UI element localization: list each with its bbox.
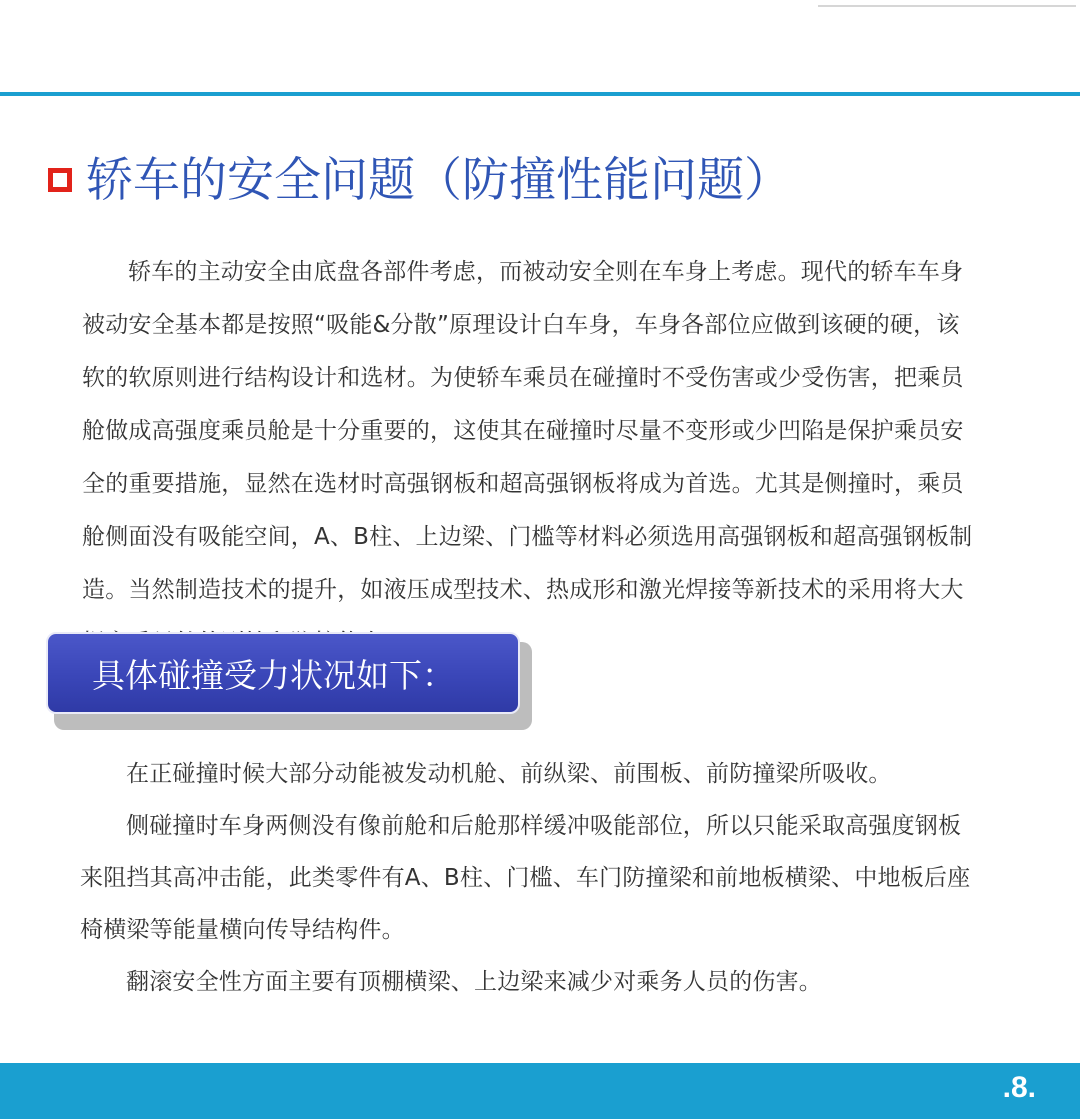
subheading-text: 具体碰撞受力状况如下： xyxy=(92,655,455,695)
detail-side: 侧碰撞时车身两侧没有像前舱和后舱那样缓冲吸能部位，所以只能采取高强度钢板来阻挡其高冲击能，此类零件有A、B柱、门槛、车门防撞梁和前地板横梁、中地板后座椅横梁等能量横向传导结构件。 xyxy=(80,813,971,943)
intro-paragraph: 轿车的主动安全由底盘各部件考虑，而被动安全则在车身上考虑。现代的轿车车身被动安全基本都是按照“吸能&分散”原理设计白车身，车身各部位应做到该硬的硬，该软的软原则进行结构设计和选材。为使轿车乘员在碰撞时不受伤害或少受伤害，把乘员舱做成高强度乘员舱是十分重要的，这使其在碰撞时尽量不变形或少凹陷是保护乘员安全的重要措施，显然在选材时高强钢板和超高强钢板将成为首选。尤其是侧撞时，乘员舱侧面没有吸能空间，A、B柱、上边梁、门槛等材料必须选用高强钢板和超高强钢板制造。当然制造技术的提升，如液压成型技术、热成形和激光焊接等新技术的采用将大大 xyxy=(82,259,973,603)
top-corner-divider xyxy=(818,5,1076,7)
detail-frontal: 在正碰撞时候大部分动能被发动机舱、前纵梁、前围板、前防撞梁所吸收。 xyxy=(126,761,892,787)
subheading-box xyxy=(46,632,520,714)
subheading-banner xyxy=(46,632,534,732)
page-title: 轿车的安全问题（防撞性能问题） xyxy=(86,152,791,208)
checkbox-icon xyxy=(48,168,72,192)
footer-bar xyxy=(0,1063,1080,1119)
header-rule xyxy=(0,92,1080,96)
detail-rollover: 翻滚安全性方面主要有顶棚横梁、上边梁来减少对乘务人员的伤害。 xyxy=(126,969,822,995)
page-number: .8. xyxy=(1002,1071,1036,1104)
collision-details xyxy=(80,748,980,1008)
section-title xyxy=(48,140,791,220)
